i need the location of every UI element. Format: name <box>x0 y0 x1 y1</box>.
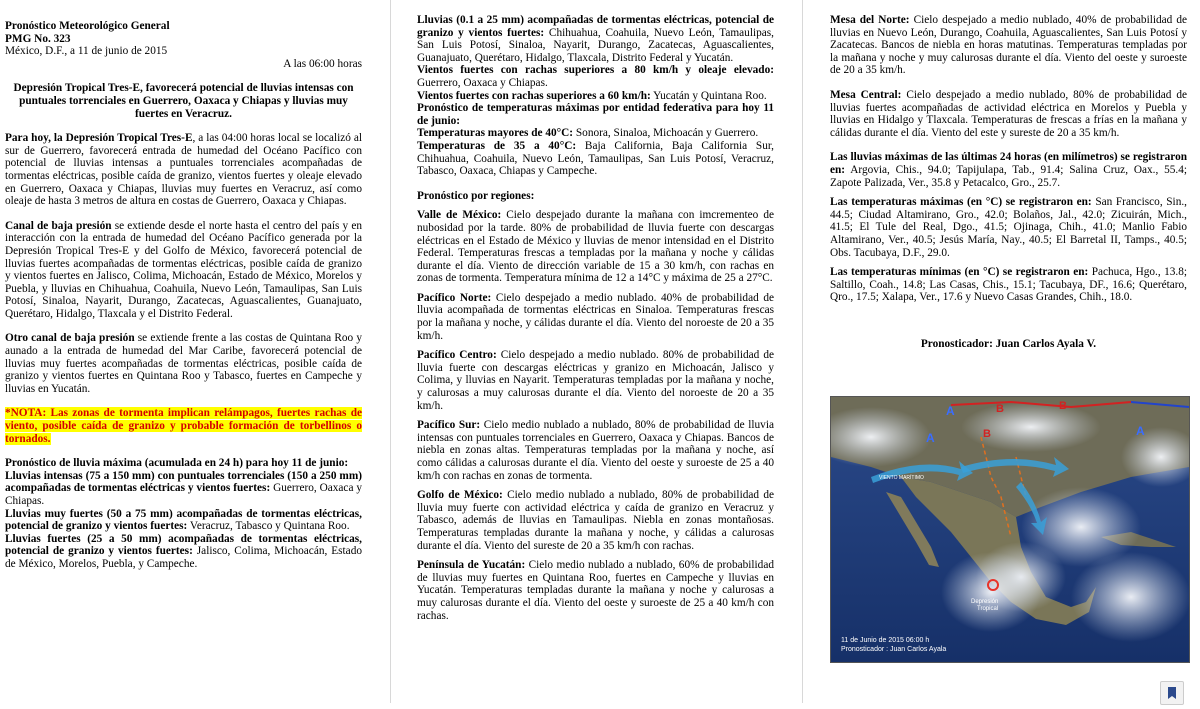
regions-title: Pronóstico por regiones: <box>417 189 535 202</box>
paragraph-canal-baja: Canal de baja presión se extiende desde el norte hasta el centro del país y en interacción con la entrada de humedad del Océano Pacífico generada por la Depresión Tropical Tres-E y del Golfo de México, favorecerá potencial de lluvias fuertes acompañadas de tormentas eléctricas, posible caída de granizo y vientos fuertes en Jalisco, Colima, Michoacán, Estado de México, Morelos y Puebla, y lluvias en Chihuahua, Coahuila, Nuevo León, Tamaulipas, San Luis Potosí, Sinaloa, Nayarit, Durango, Zacatecas, Aguascalientes, Guanajuato, Querétaro, Hidalgo, Tlaxcala y el Distrito Federal. <box>5 219 362 320</box>
high-pressure-label: A <box>1136 424 1145 438</box>
low-pressure-label: B <box>996 403 1004 415</box>
doc-date: México, D.F., a 11 de junio de 2015 <box>5 45 168 58</box>
bookmark-icon <box>1161 682 1183 704</box>
column-divider-1 <box>390 0 391 703</box>
cloud-band <box>1071 552 1189 642</box>
region-valle-mexico: Valle de México: Cielo despejado durante la mañana con imcrementeo de nubosidad por la tarde. 80% de probabilidad de lluvia fuerte con descargas eléctricas en el Estado de México y lluvias de menor intensidad en el Distrito Federal. Temperaturas frescas a templadas por la mañana y noche y cálidas durante el día. Viento de dirección variable de 15 a 30 km/h, con rachas en zonas de tormenta. Temperatura mínima de 12 a 14°C y máxima de 25 a 27°C. <box>417 209 774 285</box>
satellite-caption-author: Pronosticador : Juan Carlos Ayala <box>841 646 947 653</box>
temp-over-40: Temperaturas mayores de 40°C: Sonora, Sinaloa, Michoacán y Guerrero. <box>417 127 759 140</box>
rain-muy-fuertes: Lluvias muy fuertes (50 a 75 mm) acompañadas de tormentas eléctricas, potencial de granizo y vientos fuertes: Veracruz, Tabasco y Quintana Roo. <box>5 507 362 533</box>
min-temp-records: Las temperaturas mínimas (en °C) se registraron en: Pachuca, Hgo., 13.8; Saltillo, Coah., 14.8; Las Casas, Chis., 15.1; Tacubaya, DF., 16.6; Querétaro, Qro., 17.5; Xalapa, Ver., 17.6 y Nuevo Casas Grandes, Chih., 18.0. <box>830 266 1187 304</box>
max-temp-records: Las temperaturas máximas (en °C) se registraron en: San Francisco, Sin., 44.5; Ciudad Altamirano, Gro., 42.0; Bolaños, Jal., 42.0; Zicuirán, Mich., 41.5; El Tule del Real, Dgo., 41.5; Ojinaga, Chih., 41.0; Manlio Fabio Altamirano, Ver., 40.5; Jesús María, Nay., 40.5; El Barretal II, Tamps., 40.5; Obs. Tacubaya, D.F., 29.0. <box>830 196 1187 259</box>
low-pressure-label: B <box>983 428 991 440</box>
region-pacifico-sur: Pacífico Sur: Cielo medio nublado a nublado, 80% de probabilidad de lluvia intensas con puntuales torrenciales en Guerrero, Oaxaca y Chiapas. Bancos de niebla en zonas altas. Temperaturas templadas por la mañana y noche, así como cálidas a calurosas durante el día. Viento del oeste y suroeste de 25 a 40 km/h con rachas en zonas de tormenta. <box>417 419 774 482</box>
column-divider-2 <box>802 0 803 703</box>
wind-60: Vientos fuertes con rachas superiores a 60 km/h: Yucatán y Quintana Roo. <box>417 89 767 102</box>
nota-highlight: *NOTA: Las zonas de tormenta implican relámpagos, fuertes rachas de viento, posible caída de granizo y probable formación de torbellinos o tornados. <box>5 407 362 445</box>
high-pressure-label: A <box>946 404 955 418</box>
cloud-band <box>961 402 1101 452</box>
max-rain-records: Las lluvias máximas de las últimas 24 horas (en milímetros) se registraron en: Argovia, Chis., 94.0; Tapijulapa, Tab., 91.4; Salina Cruz, Oax., 55.4; Zapote Palizada, Ver., 35.8 y Petacalco, Gro., 25.7. <box>830 151 1187 189</box>
region-mesa-norte: Mesa del Norte: Cielo despejado a medio nublado, 40% de probabilidad de lluvias en Nuevo León, Durango, Coahuila, Aguascalientes, San Luis Potosí y Zacatecas. Bancos de niebla en horas matutinas. Temperaturas templadas por la mañana y noche y muy calurosas durante el día. Viento del oeste y suroeste de 20 a 35 km/h. <box>830 14 1187 77</box>
rain-intensas: Lluvias intensas (75 a 150 mm) con puntuales torrenciales (150 a 250 mm) acompañadas de tormentas eléctricas y vientos fuertes: Guerrero, Oaxaca y Chiapas. <box>5 469 363 507</box>
rain-forecast-title: Pronóstico de lluvia máxima (acumulada en 24 h) para hoy 11 de junio: <box>5 457 349 470</box>
region-peninsula-yucatan: Península de Yucatán: Cielo medio nublado a nublado, 60% de probabilidad de lluvias muy fuertes en Quintana Roo, fuertes en Campeche y lluvias en Yucatán. Temperaturas templadas durante la mañana y noche y calurosas a muy calurosas durante el día. Viento del oeste y suroeste de 25 a 40 km/h con rachas. <box>417 559 774 622</box>
paragraph-main: Para hoy, la Depresión Tropical Tres-E, a las 04:00 horas local se localizó al sur de Guerrero, favorecerá entrada de humedad del Océano Pacífico con potencial de lluvias intensas a puntuales torrenciales acompañadas de tormentas eléctricas, posible caída de granizo, vientos fuertes y oleaje elevado en Guerrero, Oaxaca y Chiapas, lluvias muy fuertes en Veracruz, así como oleaje de hasta 3 metros de altura en costas de Guerrero, Oaxaca y Chiapas. <box>5 132 362 208</box>
headline: Depresión Tropical Tres-E, favorecerá potencial de lluvias intensas con puntuales torrenciales en Guerrero, Oaxaca y Chiapas y lluvias muy fuertes en Veracruz. <box>13 82 354 120</box>
temp-forecast-title: Pronóstico de temperaturas máximas por entidad federativa para hoy 11 de junio: <box>417 102 774 127</box>
low-pressure-label: B <box>1059 400 1067 412</box>
rain-fuertes: Lluvias fuertes (25 a 50 mm) acompañadas de tormentas eléctricas, potencial de granizo y vientos fuertes: Jalisco, Colima, Michoacán, Estado de México, Morelos, Puebla, y Campeche. <box>5 532 362 570</box>
region-pacifico-centro: Pacífico Centro: Cielo despejado a medio nublado. 80% de probabilidad de lluvia fuerte con descargas eléctricas y granizo en Michoacán, Jalisco y Colima, y lluvias en Nayarit. Temperaturas templadas por la mañana y noche, y calurosas a muy calurosas durante el día. Viento del noroeste de 20 a 35 km/h. <box>417 349 774 412</box>
doc-number: PMG No. 323 <box>5 32 71 45</box>
forecaster: Pronosticador: Juan Carlos Ayala V. <box>920 337 1097 350</box>
wind-arrow-label: VIENTO MARÍTIMO <box>879 475 924 481</box>
high-pressure-label: A <box>926 431 935 445</box>
doc-title: Pronóstico Meteorológico General <box>5 20 170 32</box>
column-2 <box>417 14 774 622</box>
bookmark-button[interactable] <box>1160 681 1184 705</box>
paragraph-otro-canal: Otro canal de baja presión se extiende frente a las costas de Quintana Roo y aunado a la entrada de humedad del Mar Caribe, favorecerá potencial de lluvias muy fuertes acompañadas de tormentas eléctricas, posible caída de granizo y vientos fuertes en Quintana Roo y Tabasco, fuertes en Campeche y lluvias en Yucatán. <box>5 332 363 395</box>
storm-label: Tropical <box>977 606 999 612</box>
region-golfo-mexico: Golfo de México: Cielo medio nublado a nublado, 80% de probabilidad de lluvia muy fuerte con actividad eléctrica y caída de granizo en Veracruz y Tabasco, además de lluvias en Tamaulipas. Niebla en zonas montañosas. Temperaturas templadas durante la mañana y noche, y cálidas a calurosas durante el día. Viento del sureste de 20 a 35 km/h con rachas. <box>417 489 774 552</box>
wind-80: Vientos fuertes con rachas superiores a 80 km/h y oleaje elevado: Guerrero, Oaxaca y Chiapas. <box>417 64 774 89</box>
column-3 <box>830 14 1187 350</box>
region-pacifico-norte: Pacífico Norte: Cielo despejado a medio nublado. 40% de probabilidad de lluvia acompañada de tormentas eléctricas en Sinaloa. Temperaturas frescas por la mañana y noche, y cálidas durante el día. Viento del noroeste de 20 a 35 km/h. <box>417 291 775 342</box>
satellite-image <box>830 396 1190 663</box>
rain-lluvias: Lluvias (0.1 a 25 mm) acompañadas de tormentas eléctricas, potencial de granizo y vientos fuertes: Chihuahua, Coahuila, Nuevo León, Tamaulipas, San Luis Potosí, Sinaloa, Nayarit, Durango, Zacatecas, Aguascalientes, Guanajuato, Querétaro, Hidalgo, Tlaxcala, Distrito Federal y Yucatán. <box>417 14 774 64</box>
column-1 <box>5 20 362 571</box>
temp-35-40: Temperaturas de 35 a 40°C: Baja California, Baja California Sur, Chihuahua, Coahuila, Nuevo León, Tamaulipas, San Luis Potosí, Veracruz, Tabasco, Oaxaca, Chiapas y Campeche. <box>417 139 774 178</box>
region-mesa-central: Mesa Central: Cielo despejado a medio nublado, 80% de probabilidad de lluvias fuertes acompañadas de actividad eléctrica en Morelos y Puebla y lluvias en Hidalgo y Tlaxcala. Temperaturas de frescas a frías en la mañana y cálidas durante el día. Viento del este y sureste de 20 a 35 km/h. <box>830 88 1188 139</box>
storm-label: Depresión <box>971 599 999 605</box>
doc-time: A las 06:00 horas <box>283 57 362 70</box>
cloud-storm <box>941 552 1041 632</box>
satellite-caption-date: 11 de Junio de 2015 06:00 h <box>841 637 930 644</box>
